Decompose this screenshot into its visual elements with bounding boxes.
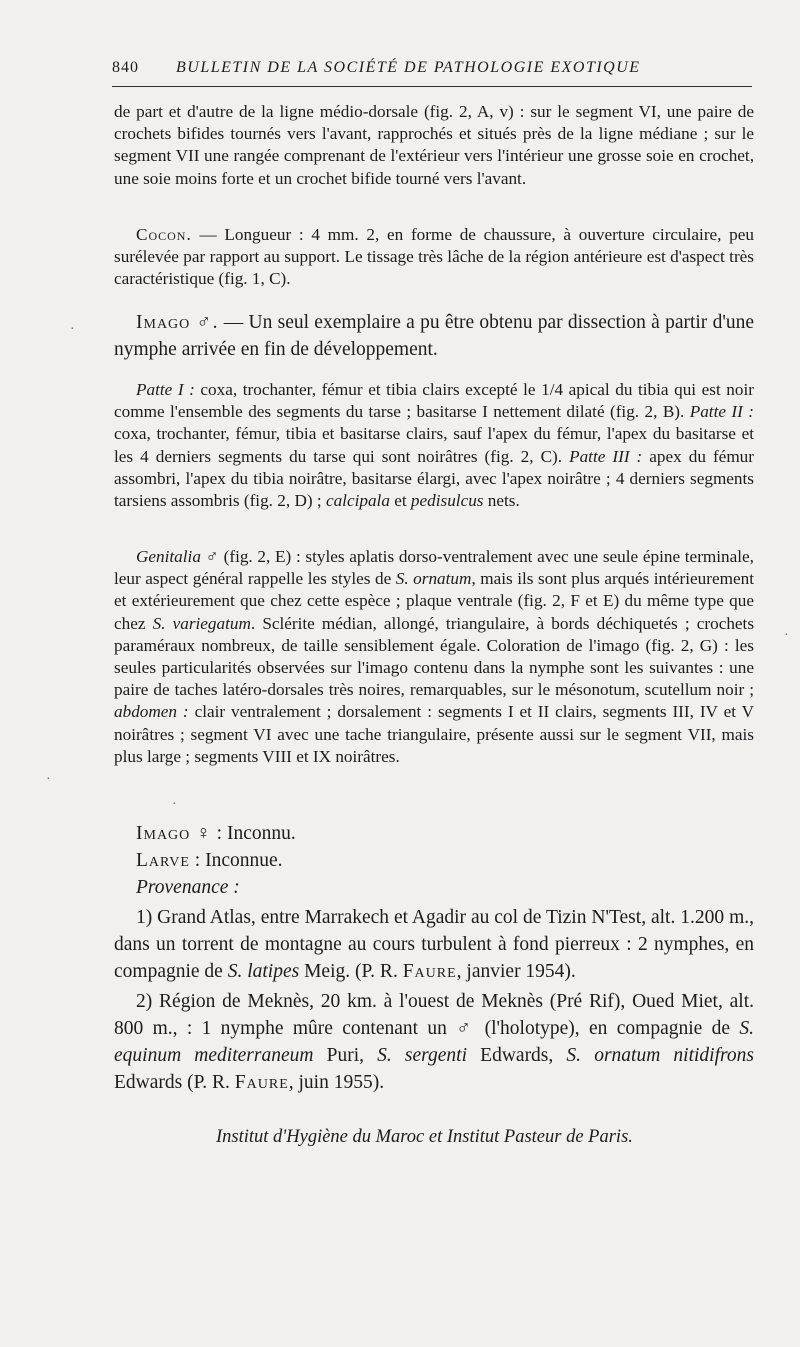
larve-label: Larve bbox=[136, 850, 190, 871]
genitalia-paragraph bbox=[114, 546, 754, 768]
patte-2-label: Patte II : bbox=[689, 402, 754, 422]
genitalia-label: Genitalia ♂ bbox=[136, 547, 219, 566]
provenance-1-text-c: , janvier 1954). bbox=[456, 961, 576, 982]
provenance-2-text-c: Edwards, bbox=[467, 1045, 567, 1066]
imago-female-text: : Inconnu. bbox=[211, 823, 296, 844]
imago-female-section bbox=[114, 820, 754, 1096]
imago-male-label: Imago ♂. bbox=[136, 312, 219, 333]
species-s-equinum: S. equinum mediterraneum bbox=[114, 1018, 754, 1066]
cocon-section bbox=[114, 224, 754, 291]
header-rule bbox=[112, 86, 752, 87]
running-header bbox=[112, 55, 752, 85]
patte-3-text: apex du fémur assombri, l'apex du tibia noirâtre, basitarse élargi, avec l'apex noirâtre ; 4 derniers segments tarsiens assombris (fig. 2, D) ; bbox=[114, 446, 755, 511]
provenance-2-text-e: , juin 1955). bbox=[288, 1072, 385, 1093]
genitalia-text-2: , mais ils sont plus arqués intérieurement et extérieurement que chez cette espèce ; plaque ventrale (fig. 2, F et E) du même type que chez bbox=[114, 569, 754, 633]
genitalia-text-4: clair ventralement ; dorsalement : segments I et II clairs, segments III, IV et V noirâtres ; segment VI avec une tache triangulaire, présente aussi sur le segment VII, mais plus large ; segments VIII et IX noirâtres. bbox=[114, 702, 754, 766]
collector-name-2: Faure bbox=[234, 1072, 289, 1093]
cocon-text: — Longueur : 4 mm. 2, en forme de chaussure, à ouverture circulaire, peu surélevée par rapport au support. Le tissage très lâche de la région antérieure est d'aspect très caractéristique (fig. 1, C). bbox=[114, 225, 754, 289]
calcipala-term: calcipala bbox=[325, 491, 390, 511]
species-s-ornatum-nitidifrons: S. ornatum nitidifrons bbox=[566, 1045, 754, 1066]
imago-female-line bbox=[114, 820, 754, 847]
nymph-description-end bbox=[114, 101, 754, 190]
pattes-paragraph bbox=[114, 379, 754, 512]
patte-3-label: Patte III : bbox=[569, 446, 643, 466]
abdomen-label: abdomen : bbox=[114, 702, 189, 722]
genitalia-text-3: . Sclérite médian, allongé, triangulaire, à bords déchiquetés ; crochets paraméraux nombreux, de taille sensiblement égale. Coloration de l'imago (fig. 2, G) : les seules particularités observées sur l'imago contenu dans la nymphe sont les suivantes : une paire de taches latéro-dorsales très noires, remarquables, sur le mésonotum, scutellum noir ; bbox=[114, 613, 755, 700]
cocon-label: Cocon. bbox=[136, 225, 192, 244]
pedisulcus-term: pedisulcus bbox=[410, 491, 484, 511]
pattes-section bbox=[114, 379, 754, 512]
imago-female-label: Imago ♀ bbox=[136, 823, 212, 844]
page-number: 840 bbox=[112, 59, 139, 76]
provenance-1-text-b: Meig. (P. R. bbox=[299, 961, 403, 982]
larve-line bbox=[114, 847, 754, 874]
margin-dot: · bbox=[172, 797, 177, 812]
genitalia-section bbox=[114, 546, 754, 768]
cocon-paragraph bbox=[114, 224, 754, 291]
margin-dot: · bbox=[46, 772, 51, 787]
provenance-2-text-d: Edwards (P. R. bbox=[114, 1072, 235, 1093]
nymph-paragraph: de part et d'autre de la ligne médio-dorsale (fig. 2, A, v) : sur le segment VI, une paire de crochets bifides tournés vers l'avant, rapprochés et situés près de la ligne médiane ; sur le segment VII une rangée comprenant de l'extérieur vers l'intérieur une grosse soie en crochet, une soie moins forte et un crochet bifide tourné vers l'avant. bbox=[114, 102, 754, 188]
genitalia-text-1: (fig. 2, E) : styles aplatis dorso-ventralement avec une seule épine terminale, leur aspect général rappelle les styles de bbox=[114, 547, 754, 589]
et-word: et bbox=[389, 491, 411, 511]
affiliation-block bbox=[216, 1124, 756, 1150]
provenance-heading: Provenance : bbox=[136, 877, 240, 898]
patte-2-text: coxa, trochanter, fémur, tibia et basitarse clairs, sauf l'apex du fémur, l'apex du basitarse et les 4 derniers segments du tarse qui sont noirâtres (fig. 2, C). bbox=[114, 424, 754, 466]
nets-word: nets. bbox=[483, 491, 520, 511]
affiliation: Institut d'Hygiène du Maroc et Institut Pasteur de Paris. bbox=[216, 1127, 633, 1147]
species-s-latipes: S. latipes bbox=[227, 961, 300, 982]
journal-title: BULLETIN DE LA SOCIÉTÉ DE PATHOLOGIE EXOTIQUE bbox=[176, 59, 641, 76]
imago-male-section bbox=[114, 309, 754, 363]
provenance-1-text-a: 1) Grand Atlas, entre Marrakech et Agadir au col de Tizin N'Test, alt. 1.200 m., dans un torrent de montagne au cours turbulent à fond pierreux : 2 nymphes, en compagnie de bbox=[114, 907, 754, 982]
imago-male-text: — Un seul exemplaire a pu être obtenu par dissection à partir d'une nymphe arrivée en fin de développement. bbox=[114, 312, 754, 360]
species-s-variegatum: S. variegatum bbox=[152, 613, 251, 633]
patte-1-text: coxa, trochanter, fémur et tibia clairs excepté le 1/4 apical du tibia qui est noir comme l'ensemble des segments du tarse ; basitarse I nettement dilaté (fig. 2, B). bbox=[114, 380, 754, 422]
provenance-item-1 bbox=[114, 904, 754, 985]
species-s-sergenti: S. sergenti bbox=[377, 1045, 468, 1066]
provenance-2-text-b: Puri, bbox=[313, 1045, 378, 1066]
collector-name-1: Faure bbox=[402, 961, 457, 982]
imago-male-paragraph bbox=[114, 309, 754, 363]
provenance-item-2 bbox=[114, 988, 754, 1096]
provenance-2-text-a: 2) Région de Meknès, 20 km. à l'ouest de Meknès (Pré Rif), Oued Miet, alt. 800 m., : 1 nymphe mûre contenant un ♂ (l'holotype), en compagnie de bbox=[114, 991, 754, 1039]
patte-1-label: Patte I : bbox=[136, 380, 195, 399]
larve-text: : Inconnue. bbox=[189, 850, 283, 871]
species-s-ornatum: S. ornatum bbox=[395, 569, 472, 589]
margin-dot: · bbox=[784, 628, 789, 643]
margin-dot: · bbox=[70, 322, 75, 337]
